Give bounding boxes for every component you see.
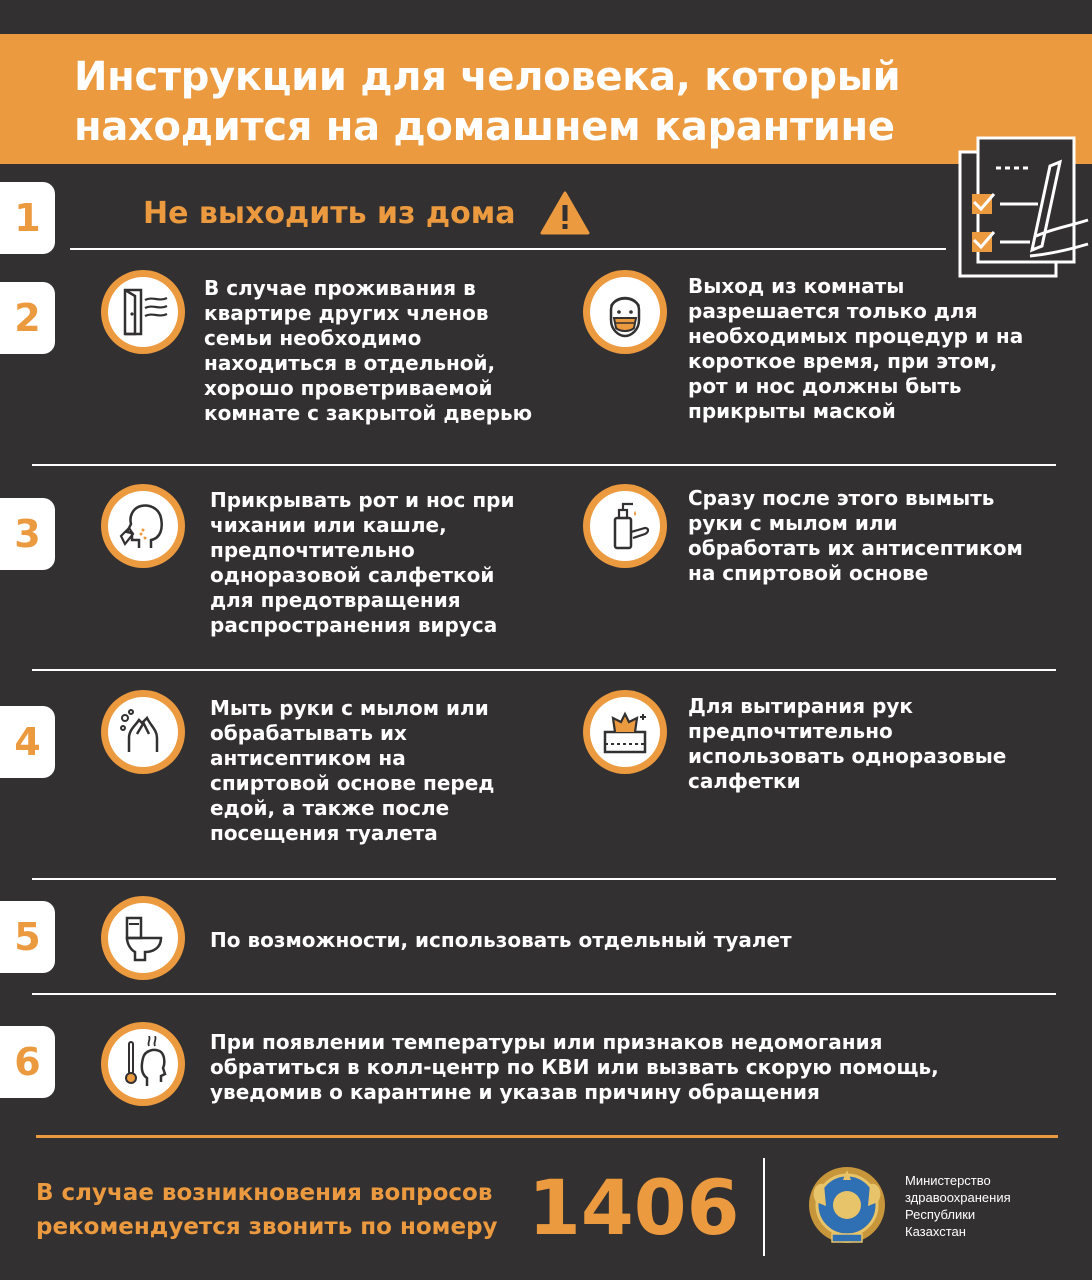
sanitizer-icon [583, 484, 667, 568]
kazakhstan-emblem-icon [806, 1162, 888, 1248]
step-5-text: По возможности, использовать отдельный туалет [210, 928, 792, 952]
step-2-right-text: Выход из комнаты разрешается только для необходимых процедур и на короткое время, при этом, рот и нос должны быть прикрыты маской [688, 274, 1024, 423]
divider [32, 878, 1056, 880]
step-2-left-text: В случае проживания в квартире других членов семьи необходимо находиться в отдельной, хорошо проветриваемой комнате с закрытой дверью [204, 276, 533, 425]
step-number-1: 1 [0, 182, 55, 254]
step-number-5: 5 [0, 901, 55, 973]
hotline-number: 1406 [528, 1163, 740, 1252]
footer-divider [36, 1135, 1058, 1138]
face-mask-icon [583, 270, 667, 354]
divider [32, 993, 1056, 995]
step-number-3: 3 [0, 498, 55, 570]
step-number-2: 2 [0, 282, 55, 354]
footer-separator [763, 1158, 765, 1256]
door-ventilation-icon [101, 270, 185, 354]
footer-question: В случае возникновения вопросов рекомендуется звонить по номеру [36, 1180, 498, 1240]
step-6-text: При появлении температуры или признаков недомогания обратиться в колл-центр по КВИ или вызвать скорую помощь, уведомив о карантине и указав причину обращения [210, 1030, 939, 1104]
ministry-label: Министерство здравоохранения Республики Казахстан [905, 1173, 1011, 1239]
header-banner [0, 34, 1092, 164]
step-number-4: 4 [0, 706, 55, 778]
divider [32, 464, 1056, 466]
hand-wash-icon [101, 690, 185, 774]
step-1-text: Не выходить из дома [143, 196, 516, 231]
step-3-right-text: Сразу после этого вымыть руки с мылом или обработать их антисептиком на спиртовой основе [688, 486, 1023, 585]
divider [32, 669, 1056, 671]
sneeze-icon [101, 484, 185, 568]
warning-icon [540, 191, 590, 235]
step-3-left-text: Прикрывать рот и нос при чихании или кашле, предпочтительно одноразовой салфеткой для предотвращения распространения вируса [210, 488, 515, 637]
step-4-right-text: Для вытирания рук предпочтительно использовать одноразовые салфетки [688, 694, 1007, 793]
checklist-icon [958, 136, 1090, 280]
toilet-icon [101, 896, 185, 980]
divider [70, 248, 946, 250]
step-number-6: 6 [0, 1026, 55, 1098]
tissue-box-icon [583, 690, 667, 774]
page-title: Инструкции для человека, который находится на домашнем карантине [74, 54, 901, 150]
step-4-left-text: Мыть руки с мылом или обрабатывать их антисептиком на спиртовой основе перед едой, а также после посещения туалета [210, 696, 495, 845]
fever-thermometer-icon [101, 1022, 185, 1106]
